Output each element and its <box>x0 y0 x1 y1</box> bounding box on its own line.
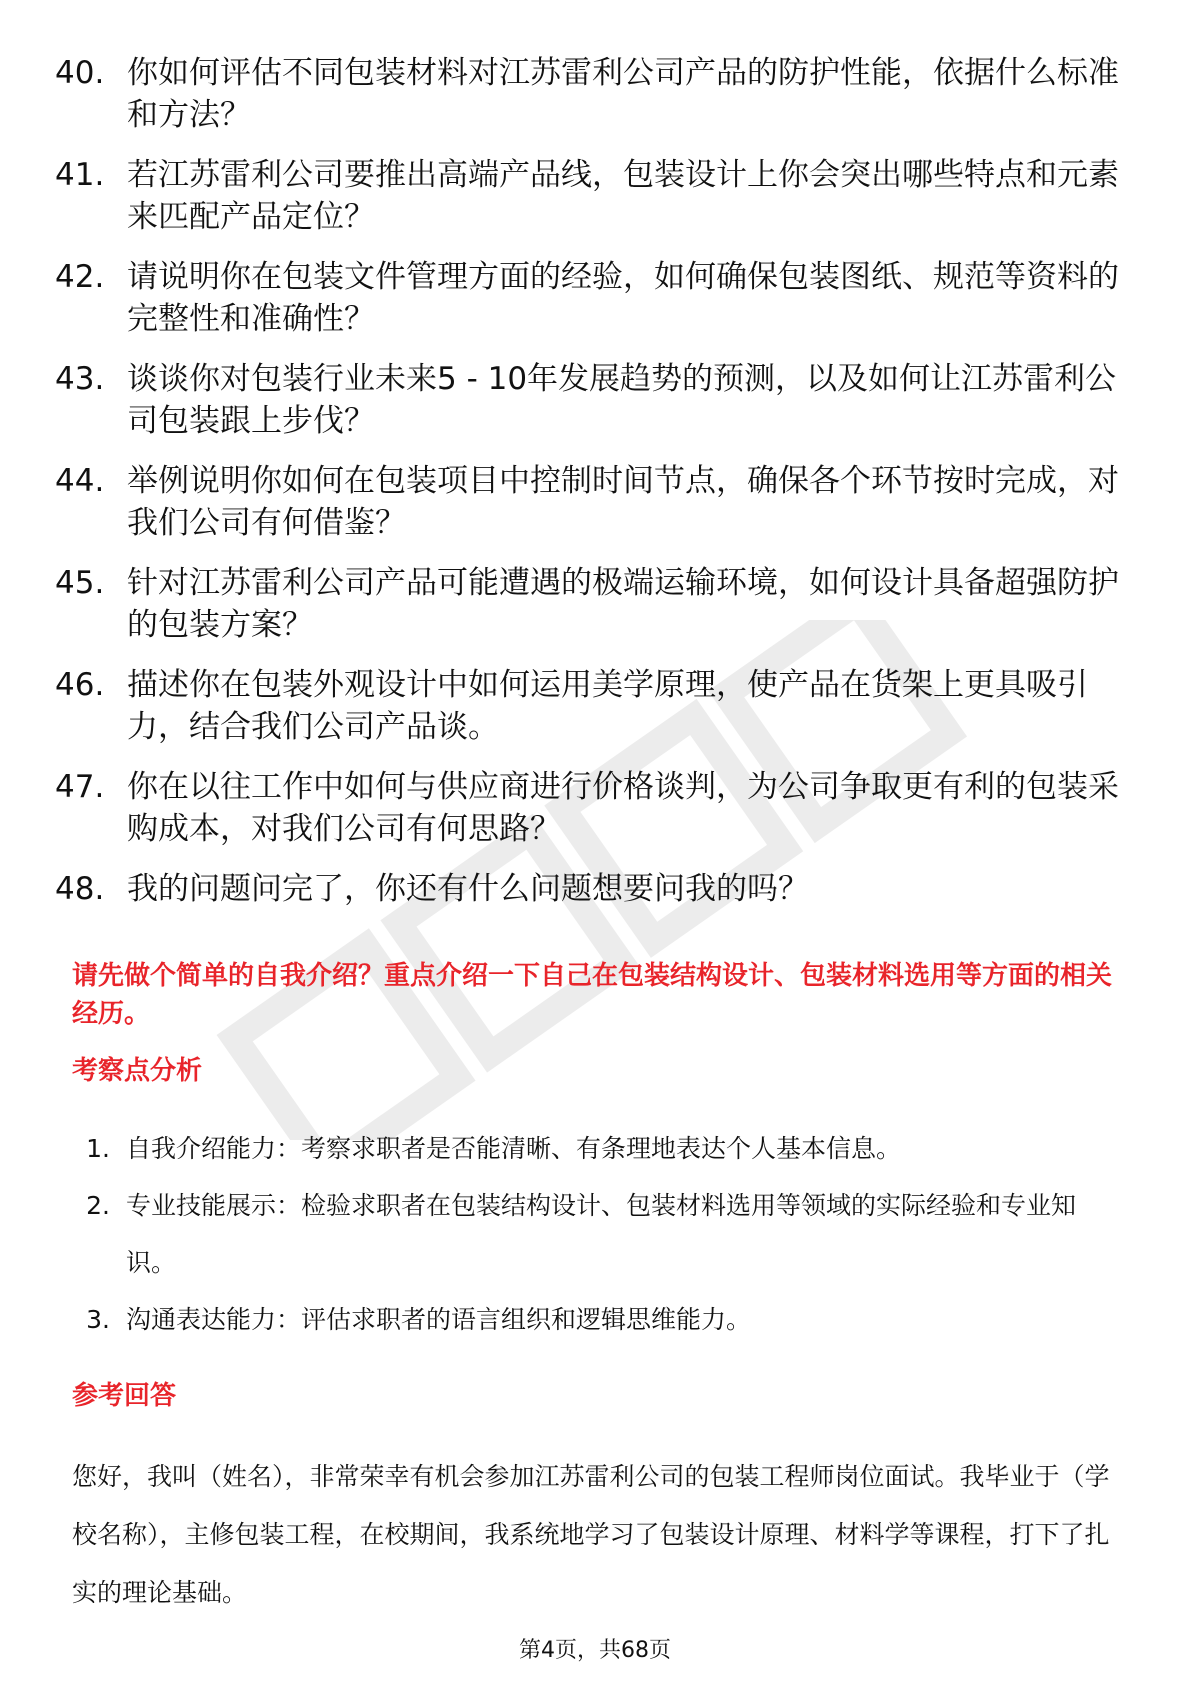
question-text: 我的问题问完了，你还有什么问题想要问我的吗？ <box>127 871 809 907</box>
question-text: 谈谈你对包装行业未来5 - 10年发展趋势的预测，以及如何让江苏雷利公司包装跟上步伐？ <box>127 361 1117 439</box>
page-footer: 第4页，共68页 <box>519 1638 671 1663</box>
analysis-list <box>72 1120 1122 1348</box>
answer-title: 参考回答 <box>72 1381 177 1411</box>
question-item <box>55 460 1135 544</box>
analysis-item <box>72 1177 1122 1291</box>
question-text: 举例说明你如何在包装项目中控制时间节点，确保各个环节按时完成，对我们公司有何借鉴？ <box>127 463 1119 541</box>
highlight-question: 请先做个简单的自我介绍？重点介绍一下自己在包装结构设计、包装材料选用等方面的相关经历。 <box>72 961 1113 1029</box>
question-number: 45. <box>55 565 105 601</box>
question-item <box>55 562 1135 646</box>
question-number: 42. <box>55 259 105 295</box>
question-number: 47. <box>55 769 105 805</box>
question-item <box>55 868 1135 910</box>
analysis-item <box>72 1291 1122 1348</box>
question-number: 41. <box>55 157 105 193</box>
question-number: 43. <box>55 361 105 397</box>
question-number: 46. <box>55 667 105 703</box>
question-list <box>55 52 1135 928</box>
question-text: 你在以往工作中如何与供应商进行价格谈判，为公司争取更有利的包装采购成本，对我们公司有何思路？ <box>127 769 1119 847</box>
question-text: 针对江苏雷利公司产品可能遭遇的极端运输环境，如何设计具备超强防护的包装方案？ <box>127 565 1119 643</box>
question-number: 44. <box>55 463 105 499</box>
question-item <box>55 766 1135 850</box>
question-number: 48. <box>55 871 105 907</box>
question-item <box>55 52 1135 136</box>
analysis-item <box>72 1120 1122 1177</box>
question-text: 若江苏雷利公司要推出高端产品线，包装设计上你会突出哪些特点和元素来匹配产品定位？ <box>127 157 1119 235</box>
question-item <box>55 154 1135 238</box>
question-text: 请说明你在包装文件管理方面的经验，如何确保包装图纸、规范等资料的完整性和准确性？ <box>127 259 1119 337</box>
analysis-text: 自我介绍能力：考察求职者是否能清晰、有条理地表达个人基本信息。 <box>126 1134 902 1163</box>
question-item <box>55 256 1135 340</box>
answer-body: 您好，我叫（姓名），非常荣幸有机会参加江苏雷利公司的包装工程师岗位面试。我毕业于（学校名称），主修包装工程，在校期间，我系统地学习了包装设计原理、材料学等课程，打下了扎实的理论基础。 <box>72 1462 1110 1607</box>
question-item <box>55 664 1135 748</box>
analysis-text: 专业技能展示：检验求职者在包装结构设计、包装材料选用等领域的实际经验和专业知识。 <box>126 1191 1077 1277</box>
analysis-number: 3. <box>86 1305 110 1334</box>
analysis-number: 1. <box>86 1134 110 1163</box>
analysis-text: 沟通表达能力：评估求职者的语言组织和逻辑思维能力。 <box>126 1305 752 1334</box>
analysis-number: 2. <box>86 1191 110 1220</box>
question-item <box>55 358 1135 442</box>
question-text: 描述你在包装外观设计中如何运用美学原理，使产品在货架上更具吸引力，结合我们公司产品谈。 <box>127 667 1088 745</box>
question-text: 你如何评估不同包装材料对江苏雷利公司产品的防护性能，依据什么标准和方法？ <box>127 55 1119 133</box>
question-number: 40. <box>55 55 105 91</box>
analysis-title: 考察点分析 <box>72 1056 203 1086</box>
